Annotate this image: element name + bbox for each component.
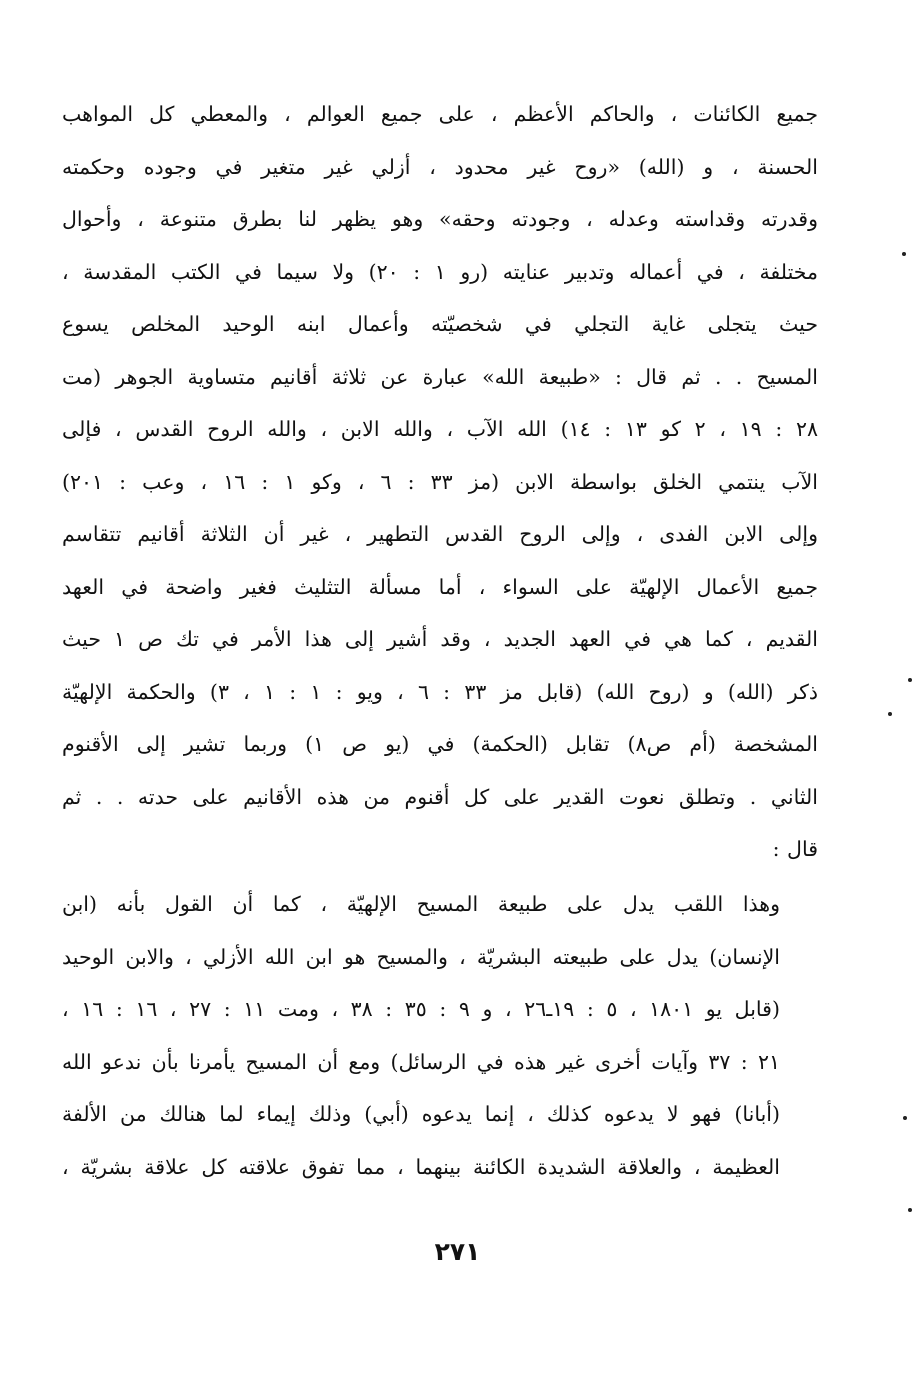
paragraph-2-line-1: وهذا اللقب يدل على طبيعة المسيح الإلهيّة ، كما أن القول بأنه (ابن bbox=[62, 892, 780, 916]
paragraph-1-line-5: حيث يتجلى غاية التجلي في شخصيّته وأعمال ابنه الوحيد المخلص يسوع bbox=[62, 312, 818, 336]
paragraph-2-line-4: ٢١ : ٣٧ وآيات أخرى غير هذه في الرسائل) ومع أن المسيح يأمرنا بأن ندعو الله bbox=[62, 1049, 780, 1074]
paragraph-2-line-2: الإنسان) يدل على طبيعته البشريّة ، والمسيح هو ابن الله الأزلي ، والابن الوحيد bbox=[62, 944, 780, 969]
paragraph-1-line-14: الثاني . وتطلق نعوت القدير على كل أقنوم من هذه الأقانيم على حدته . . ثم bbox=[62, 784, 818, 809]
scan-speck bbox=[908, 678, 912, 682]
scan-speck bbox=[908, 1208, 912, 1212]
paragraph-1-line-4: مختلفة ، في أعماله وتدبير عنايته (رو ١ : ٢٠) ولا سيما في الكتب المقدسة ، bbox=[62, 259, 818, 284]
scan-speck bbox=[902, 252, 906, 256]
paragraph-2-line-3: (قابل يو ١٨٠١ ، ٥ : ١٩ـ٢٦ ، و ٩ : ٣٥ : ٣٨ ، ومت ١١ : ٢٧ ، ١٦ : ١٦ ، bbox=[62, 997, 780, 1021]
paragraph-1-line-7: ٢٨ : ١٩ ، ٢ كو ١٣ : ١٤) الله الآب ، والله الابن ، والله الروح القدس ، فإلى bbox=[62, 417, 818, 441]
scan-speck bbox=[903, 1116, 907, 1120]
paragraph-1-line-13: المشخصة (أم ص٨) تقابل (الحكمة) في (يو ص ١) وربما تشير إلى الأقنوم bbox=[62, 732, 818, 756]
paragraph-1-line-12: ذكر (الله) و (روح الله) (قابل مز ٣٣ : ٦ ، ويو : ١ : ١ ، ٣) والحكمة الإلهيّة bbox=[62, 679, 818, 704]
paragraph-1-line-6: المسيح . . ثم قال : «طبيعة الله» عبارة عن ثلاثة أقانيم متساوية الجوهر (مت bbox=[62, 364, 818, 389]
paragraph-1-line-10: جميع الأعمال الإلهيّة على السواء ، أما مسألة التثليث فغير واضحة في العهد bbox=[62, 574, 818, 599]
paragraph-1-line-2: الحسنة ، و (الله) «روح غير محدود ، أزلي غير متغير في وجوده وحكمته bbox=[62, 154, 818, 179]
paragraph-1-line-3: وقدرته وقداسته وعدله ، وجودته وحقه» وهو يظهر لنا بطرق متنوعة ، وأحوال bbox=[62, 207, 818, 231]
page-number: ٢٧١ bbox=[434, 1237, 481, 1266]
paragraph-1 bbox=[62, 88, 818, 876]
scan-speck bbox=[888, 712, 892, 716]
paragraph-1-line-8: الآب ينتمي الخلق بواسطة الابن (مز ٣٣ : ٦ ، وكو ١ : ١٦ ، وعب : ٢٠١) bbox=[62, 469, 818, 494]
paragraph-2-line-6: العظيمة ، والعلاقة الشديدة الكائنة بينهما ، مما تفوق علاقته كل علاقة بشريّة ، bbox=[62, 1154, 780, 1179]
paragraph-1-line-15: قال : bbox=[772, 837, 818, 861]
paragraph-1-line-11: القديم ، كما هي في العهد الجديد ، وقد أشير إلى هذا الأمر في تك ص ١ حيث bbox=[62, 627, 818, 651]
paragraph-1-line-1: جميع الكائنات ، والحاكم الأعظم ، على جميع العوالم ، والمعطي كل المواهب bbox=[62, 102, 818, 126]
paragraph-2-line-5: (أبانا) فهو لا يدعوه كذلك ، إنما يدعوه (أبي) وذلك إيماء لما هنالك من الألفة bbox=[62, 1102, 780, 1126]
paragraph-2 bbox=[62, 878, 818, 1193]
paragraph-1-line-9: وإلى الابن الفدى ، وإلى الروح القدس التطهير ، غير أن الثلاثة أقانيم تتقاسم bbox=[62, 522, 818, 546]
